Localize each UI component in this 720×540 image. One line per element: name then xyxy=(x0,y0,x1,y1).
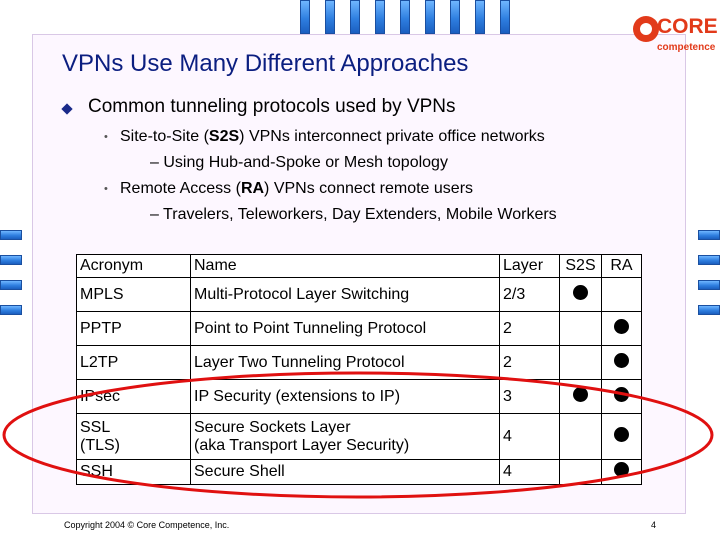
bullet-dot-icon: • xyxy=(104,131,108,143)
row-name: IP Security (extensions to IP) xyxy=(191,380,500,414)
header-ra: RA xyxy=(602,255,642,278)
row-name: Secure Shell xyxy=(191,460,500,485)
row-name: Point to Point Tunneling Protocol xyxy=(191,312,500,346)
name-line: Secure Sockets Layer xyxy=(194,418,351,436)
row-layer: 4 xyxy=(500,414,560,460)
header-s2s: S2S xyxy=(560,255,602,278)
page-number: 4 xyxy=(651,520,657,530)
name-line-2: (aka Transport Layer Security) xyxy=(194,436,410,454)
row-layer: 2 xyxy=(500,346,560,380)
red-highlight-ellipse xyxy=(4,373,712,497)
row-acronym: SSH xyxy=(77,460,191,485)
s2s-sub-bullet: – Using Hub-and-Spoke or Mesh topology xyxy=(150,154,448,171)
row-name: Multi-Protocol Layer Switching xyxy=(191,278,500,312)
header-name: Name xyxy=(191,255,500,278)
row-acronym: PPTP xyxy=(77,312,191,346)
row-acronym: IPsec xyxy=(77,380,191,414)
row-layer: 2/3 xyxy=(500,278,560,312)
slide-title: VPNs Use Many Different Approaches xyxy=(62,50,469,77)
ra-sub-bullet: – Travelers, Teleworkers, Day Extenders, Mobile Workers xyxy=(150,206,557,223)
row-layer: 2 xyxy=(500,312,560,346)
main-bullet: Common tunneling protocols used by VPNs xyxy=(88,96,456,117)
ra-pre: Remote Access ( xyxy=(120,180,241,197)
acronym-line-2: (TLS) xyxy=(80,436,120,454)
row-acronym: MPLS xyxy=(77,278,191,312)
ra-post: ) VPNs connect remote users xyxy=(264,180,474,197)
row-layer: 3 xyxy=(500,380,560,414)
ra-bold: RA xyxy=(240,180,265,197)
header-layer: Layer xyxy=(500,255,560,278)
acronym-line: SSL xyxy=(80,418,111,436)
s2s-bold: S2S xyxy=(208,128,240,145)
header-acronym: Acronym xyxy=(77,255,191,278)
row-name: Layer Two Tunneling Protocol xyxy=(191,346,500,380)
s2s-pre: Site-to-Site ( xyxy=(120,128,209,145)
bullet-dot-icon: • xyxy=(104,183,108,195)
copyright-text: Copyright 2004 © Core Competence, Inc. xyxy=(64,520,230,530)
logo-sub: competence xyxy=(657,42,716,53)
row-acronym: L2TP xyxy=(77,346,191,380)
s2s-post: ) VPNs interconnect private office networks xyxy=(239,128,545,145)
logo-word: CORE xyxy=(657,15,718,38)
row-layer: 4 xyxy=(500,460,560,485)
